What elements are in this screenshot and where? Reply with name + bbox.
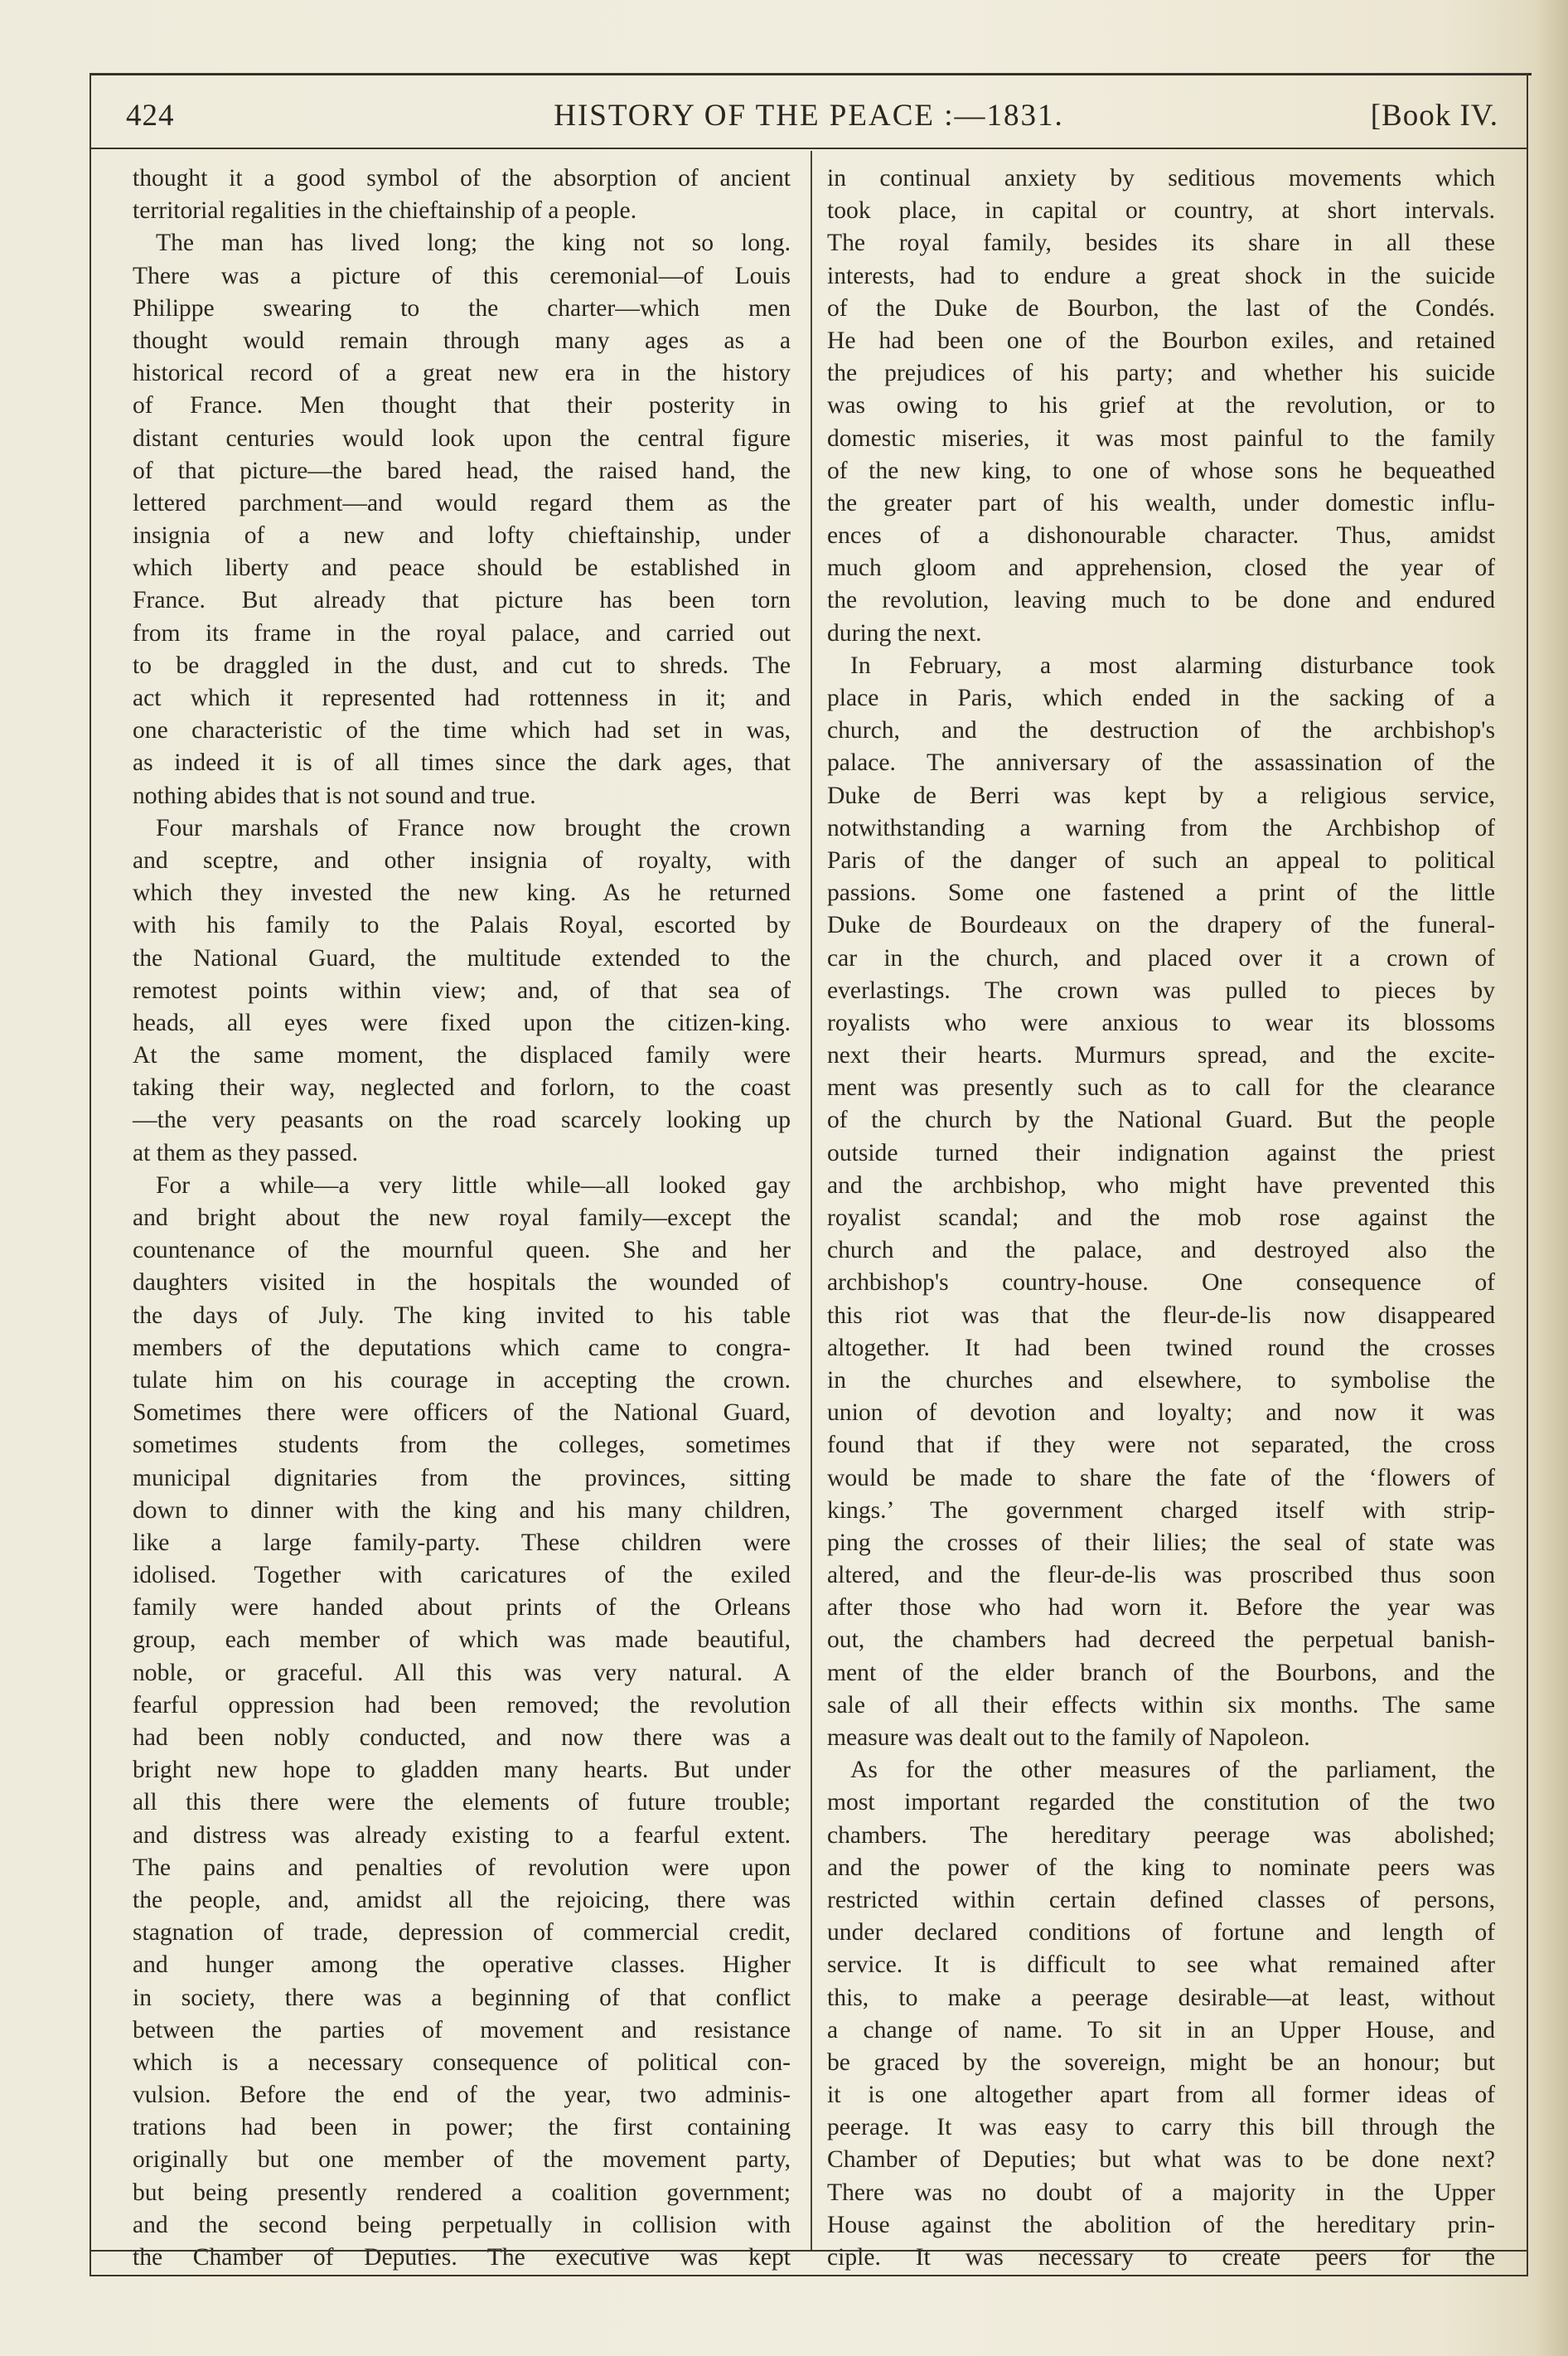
text-line: historical record of a great new era in the history <box>133 360 791 387</box>
text-line: domestic miseries, it was most painful to the family <box>827 424 1495 452</box>
text-line: There was a picture of this ceremonial—of Louis <box>133 262 791 289</box>
text-line: The royal family, besides its share in all these <box>827 230 1495 257</box>
text-line: Paris of the danger of such an appeal to political <box>827 846 1495 874</box>
left-column <box>133 162 791 2274</box>
text-line: insignia of a new and lofty chieftainship, under <box>133 522 791 550</box>
text-line: this riot was that the fleur-de-lis now disappeared <box>827 1302 1495 1329</box>
text-line: sometimes students from the colleges, sometimes <box>133 1432 791 1459</box>
text-line: He had been one of the Bourbon exiles, and retained <box>827 327 1495 354</box>
text-line: There was no doubt of a majority in the Upper <box>827 2179 1495 2206</box>
text-line: and the second being perpetually in collision with <box>133 2211 791 2238</box>
text-line: archbishop's country-house. One consequence of <box>827 1269 1495 1297</box>
text-line: Chamber of Deputies; but what was to be done next? <box>827 2146 1495 2174</box>
text-line: church, and the destruction of the archbishop's <box>827 717 1495 744</box>
text-line: The man has lived long; the king not so long. <box>156 230 791 257</box>
text-line: which is a necessary consequence of political con- <box>133 2048 791 2076</box>
text-line: vulsion. Before the end of the year, two adminis- <box>133 2082 791 2109</box>
text-line: territorial regalities in the chieftainship of a people. <box>133 197 637 225</box>
text-line: originally but one member of the movement party, <box>133 2146 791 2174</box>
text-line: Sometimes there were officers of the National Guard, <box>133 1399 791 1427</box>
text-line: would be made to share the fate of the ‘flowers of <box>827 1464 1495 1491</box>
text-line: a change of name. To sit in an Upper House, and <box>827 2016 1495 2043</box>
text-line: idolised. Together with caricatures of the exiled <box>133 1562 791 1589</box>
text-line: the National Guard, the multitude extended to the <box>133 944 791 972</box>
text-line: everlastings. The crown was pulled to pieces by <box>827 977 1495 1004</box>
text-line: distant centuries would look upon the central figure <box>133 424 791 452</box>
text-line: ment was presently such as to call for the clearance <box>827 1074 1495 1102</box>
text-line: had been nobly conducted, and now there was a <box>133 1724 791 1751</box>
text-line: took place, in capital or country, at short intervals. <box>827 197 1495 225</box>
text-line: measure was dealt out to the family of Napoleon. <box>827 1724 1310 1751</box>
page-number: 424 <box>126 99 175 133</box>
text-line: ment of the elder branch of the Bourbons, and the <box>827 1659 1495 1686</box>
text-line: royalist scandal; and the mob rose against the <box>827 1205 1495 1231</box>
text-line: bright new hope to gladden many hearts. But under <box>133 1757 791 1784</box>
text-line: act which it represented had rottenness in it; and <box>133 685 791 711</box>
text-line: trations had been in power; the first containing <box>133 2114 791 2141</box>
text-line: the prejudices of his party; and whether his suicide <box>827 360 1495 387</box>
text-line: found that if they were not separated, the cross <box>827 1432 1495 1459</box>
text-line: thought would remain through many ages as a <box>133 327 791 354</box>
text-line: Duke de Bourdeaux on the drapery of the funeral- <box>827 912 1495 939</box>
text-line: The pains and penalties of revolution were upon <box>133 1854 791 1881</box>
text-line: of France. Men thought that their posterity in <box>133 392 791 419</box>
text-line: in the churches and elsewhere, to symbolise the <box>827 1366 1495 1394</box>
text-line: and the power of the king to nominate peers was <box>827 1854 1495 1881</box>
text-line: sale of all their effects within six months. The same <box>827 1691 1495 1719</box>
text-line: Four marshals of France now brought the crown <box>156 814 791 841</box>
text-line: out, the chambers had decreed the perpetual banish- <box>827 1626 1495 1654</box>
text-line: peerage. It was easy to carry this bill through the <box>827 2114 1495 2141</box>
text-line: taking their way, neglected and forlorn, to the coast <box>133 1074 791 1102</box>
text-line: the Chamber of Deputies. The executive was kept <box>133 2244 791 2271</box>
text-line: chambers. The hereditary peerage was abolished; <box>827 1821 1495 1849</box>
text-line: interests, had to endure a great shock in the suicide <box>827 262 1495 289</box>
text-line: In February, a most alarming disturbance took <box>850 652 1495 679</box>
text-line: the days of July. The king invited to his table <box>133 1302 791 1329</box>
text-line: much gloom and apprehension, closed the year of <box>827 555 1495 582</box>
running-header <box>90 93 1528 148</box>
text-line: nothing abides that is not sound and true. <box>133 782 536 809</box>
text-line: and the archbishop, who might have prevented this <box>827 1171 1495 1199</box>
text-line: was owing to his grief at the revolution, or to <box>827 392 1495 419</box>
text-line: car in the church, and placed over it a crown of <box>827 944 1495 972</box>
text-line: under declared conditions of fortune and length of <box>827 1919 1495 1946</box>
text-line: between the parties of movement and resistance <box>133 2016 791 2043</box>
text-line: at them as they passed. <box>133 1139 359 1166</box>
text-line: palace. The anniversary of the assassination of the <box>827 749 1495 777</box>
text-line: place in Paris, which ended in the sacking of a <box>827 685 1495 711</box>
right-column <box>827 162 1495 2274</box>
text-line: it is one altogether apart from all former ideas of <box>827 2082 1495 2109</box>
text-line: remotest points within view; and, of that sea of <box>133 977 791 1004</box>
text-line: members of the deputations which came to congra- <box>133 1334 791 1361</box>
text-line: which liberty and peace should be established in <box>133 555 791 582</box>
text-line: next their hearts. Murmurs spread, and the excite- <box>827 1042 1495 1069</box>
bottom-rule <box>90 2250 1528 2252</box>
text-line: ping the crosses of their lilies; the seal of state was <box>827 1529 1495 1556</box>
text-line: union of devotion and loyalty; and now it was <box>827 1399 1495 1427</box>
text-line: of the new king, to one of whose sons he bequeathed <box>827 457 1495 484</box>
text-line: stagnation of trade, depression of commercial credit, <box>133 1919 791 1946</box>
text-line: municipal dignitaries from the provinces, sitting <box>133 1464 791 1491</box>
text-line: For a while—a very little while—all looked gay <box>156 1171 791 1199</box>
text-line: most important regarded the constitution of the two <box>827 1789 1495 1816</box>
text-line: to be draggled in the dust, and cut to shreds. The <box>133 652 791 679</box>
text-line: as indeed it is of all times since the dark ages, that <box>133 749 791 777</box>
book-label: [Book IV. <box>1370 99 1498 133</box>
text-line: with his family to the Palais Royal, escorted by <box>133 912 791 939</box>
text-line: group, each member of which was made beautiful, <box>133 1626 791 1654</box>
text-line: one characteristic of the time which had set in was, <box>133 717 791 744</box>
text-line: daughters visited in the hospitals the wounded of <box>133 1269 791 1297</box>
text-line: restricted within certain defined classes of persons, <box>827 1886 1495 1913</box>
text-line: the greater part of his wealth, under domestic influ- <box>827 489 1495 516</box>
text-line: Duke de Berri was kept by a religious service, <box>827 782 1495 809</box>
text-line: of the church by the National Guard. But the people <box>827 1107 1495 1134</box>
text-line: but being presently rendered a coalition government; <box>133 2179 791 2206</box>
text-line: At the same moment, the displaced family were <box>133 1042 791 1069</box>
text-line: and sceptre, and other insignia of royalty, with <box>133 846 791 874</box>
text-line: altogether. It had been twined round the crosses <box>827 1334 1495 1361</box>
text-line: of the Duke de Bourbon, the last of the Condés. <box>827 294 1495 322</box>
text-line: during the next. <box>827 619 982 647</box>
text-line: church and the palace, and destroyed also the <box>827 1237 1495 1264</box>
text-line: family were handed about prints of the Orleans <box>133 1594 791 1622</box>
text-line: ences of a dishonourable character. Thus, amidst <box>827 522 1495 550</box>
column-divider <box>811 151 812 2250</box>
text-line: France. But already that picture has been torn <box>133 587 791 614</box>
text-line: down to dinner with the king and his many children, <box>133 1496 791 1524</box>
text-line: after those who had worn it. Before the year was <box>827 1594 1495 1622</box>
text-line: lettered parchment—and would regard them as the <box>133 489 791 516</box>
running-title: HISTORY OF THE PEACE :—1831. <box>554 99 1064 133</box>
text-line: outside turned their indignation against the priest <box>827 1139 1495 1166</box>
text-line: As for the other measures of the parliament, the <box>850 1757 1495 1784</box>
text-line: —the very peasants on the road scarcely looking up <box>133 1107 791 1134</box>
text-line: Philippe swearing to the charter—which men <box>133 294 791 322</box>
text-line: altered, and the fleur-de-lis was proscribed thus soon <box>827 1562 1495 1589</box>
text-line: of that picture—the bared head, the raised hand, the <box>133 457 791 484</box>
text-line: service. It is difficult to see what remained after <box>827 1951 1495 1979</box>
text-line: passions. Some one fastened a print of the little <box>827 880 1495 907</box>
text-line: in society, there was a beginning of that conflict <box>133 1984 791 2011</box>
text-line: this, to make a peerage desirable—at least, without <box>827 1984 1495 2011</box>
text-line: and distress was already existing to a fearful extent. <box>133 1821 791 1849</box>
text-line: kings.’ The government charged itself with strip- <box>827 1496 1495 1524</box>
text-line: tulate him on his courage in accepting the crown. <box>133 1366 791 1394</box>
text-line: countenance of the mournful queen. She and her <box>133 1237 791 1264</box>
page-edge-shadow <box>1535 0 1568 2356</box>
text-line: fearful oppression had been removed; the revolution <box>133 1691 791 1719</box>
text-line: heads, all eyes were fixed upon the citizen-king. <box>133 1009 791 1036</box>
text-line: the revolution, leaving much to be done and endured <box>827 587 1495 614</box>
text-line: be graced by the sovereign, might be an honour; but <box>827 2048 1495 2076</box>
text-line: and hunger among the operative classes. Higher <box>133 1951 791 1979</box>
text-line: which they invested the new king. As he returned <box>133 880 791 907</box>
text-line: the people, and, amidst all the rejoicing, there was <box>133 1886 791 1913</box>
text-line: House against the abolition of the hereditary prin- <box>827 2211 1495 2238</box>
text-line: from its frame in the royal palace, and carried out <box>133 619 791 647</box>
text-line: notwithstanding a warning from the Archbishop of <box>827 814 1495 841</box>
text-line: thought it a good symbol of the absorption of ancient <box>133 165 791 191</box>
text-line: in continual anxiety by seditious movements which <box>827 165 1495 191</box>
text-line: and bright about the new royal family—except the <box>133 1205 791 1231</box>
text-line: royalists who were anxious to wear its blossoms <box>827 1009 1495 1036</box>
text-line: ciple. It was necessary to create peers for the <box>827 2244 1495 2271</box>
text-line: noble, or graceful. All this was very natural. A <box>133 1659 791 1686</box>
text-line: all this there were the elements of future trouble; <box>133 1789 791 1816</box>
header-rule <box>90 148 1528 149</box>
text-line: like a large family-party. These children were <box>133 1529 791 1556</box>
